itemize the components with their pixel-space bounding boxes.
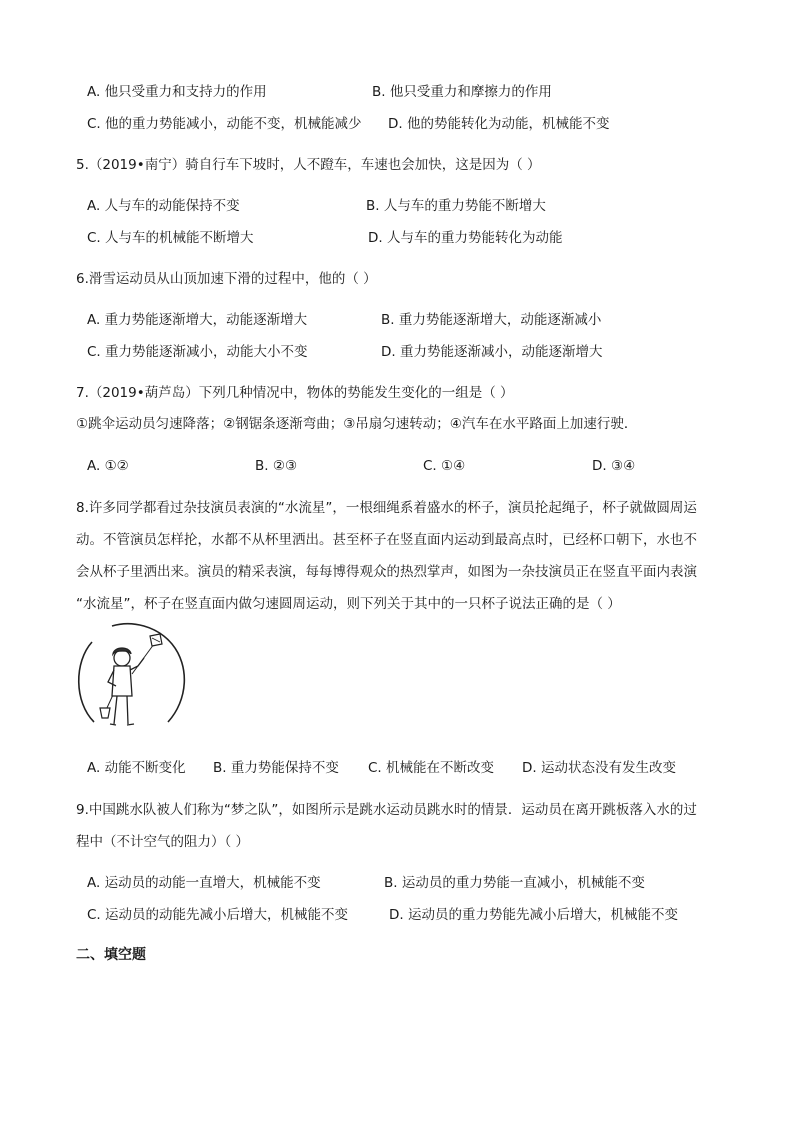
- acrobat-water-meteor-figure: [72, 622, 188, 734]
- q8-stem-line-4: “水流星”，杯子在竖直面内做匀速圆周运动，则下列关于其中的一只杯子说法正确的是（ ）: [76, 596, 621, 612]
- q5-stem: 5.（2019•南宁）骑自行车下坡时，人不蹬车，车速也会加快，这是因为（ ）: [76, 157, 541, 173]
- q4-option-b: B. 他只受重力和摩擦力的作用: [372, 84, 552, 100]
- q9-option-b: B. 运动员的重力势能一直减小，机械能不变: [384, 875, 645, 891]
- section-heading-fill-in: 二、填空题: [76, 947, 146, 963]
- performer-icon: [108, 648, 144, 725]
- q6-option-b: B. 重力势能逐渐增大，动能逐渐减小: [381, 312, 602, 328]
- q8-option-d: D. 运动状态没有发生改变: [522, 760, 676, 776]
- q9-stem-line-2: 程中（不计空气的阻力）（ ）: [76, 834, 250, 850]
- cup-top-icon: [150, 634, 162, 646]
- q6-option-a: A. 重力势能逐渐增大，动能逐渐增大: [87, 312, 308, 328]
- q7-stem: 7.（2019•葫芦岛）下列几种情况中，物体的势能发生变化的一组是（ ）: [76, 385, 514, 401]
- q8-option-b: B. 重力势能保持不变: [213, 760, 339, 776]
- q6-option-c: C. 重力势能逐渐减小，动能大小不变: [87, 344, 308, 360]
- q9-option-d: D. 运动员的重力势能先减小后增大，机械能不变: [389, 907, 678, 923]
- q7-items: ①跳伞运动员匀速降落；②钢锯条逐渐弯曲；③吊扇匀速转动；④汽车在水平路面上加速行驶．: [76, 416, 638, 432]
- q8-stem-line-3: 会从杯子里洒出来。演员的精采表演，每每博得观众的热烈掌声，如图为一杂技演员正在竖直平面内表演: [76, 564, 697, 580]
- q8-option-a: A. 动能不断变化: [87, 760, 186, 776]
- q7-option-a: A. ①②: [87, 458, 129, 474]
- q5-option-a: A. 人与车的动能保持不变: [87, 198, 240, 214]
- cup-bottom-icon: [100, 708, 110, 718]
- q8-stem-line-1: 8.许多同学都看过杂技演员表演的“水流星”，一根细绳系着盛水的杯子，演员抡起绳子，杯子就做圆周运: [76, 500, 697, 516]
- q9-option-c: C. 运动员的动能先减小后增大，机械能不变: [87, 907, 349, 923]
- q6-option-d: D. 重力势能逐渐减小，动能逐渐增大: [381, 344, 603, 360]
- q9-stem-line-1: 9.中国跳水队被人们称为“梦之队”，如图所示是跳水运动员跳水时的情景．运动员在离开跳板落入水的过: [76, 802, 697, 818]
- q5-option-d: D. 人与车的重力势能转化为动能: [368, 230, 563, 246]
- q9-option-a: A. 运动员的动能一直增大，机械能不变: [87, 875, 321, 891]
- q4-option-d: D. 他的势能转化为动能，机械能不变: [388, 116, 610, 132]
- q5-option-b: B. 人与车的重力势能不断增大: [366, 198, 546, 214]
- q6-stem: 6.滑雪运动员从山顶加速下滑的过程中，他的（ ）: [76, 271, 377, 287]
- q7-option-c: C. ①④: [423, 458, 466, 474]
- q8-option-c: C. 机械能在不断改变: [368, 760, 495, 776]
- trajectory-arc-left: [79, 642, 94, 722]
- q7-option-d: D. ③④: [592, 458, 636, 474]
- q7-option-b: B. ②③: [255, 458, 298, 474]
- q8-stem-line-2: 动。不管演员怎样抡，水都不从杯里洒出。甚至杯子在竖直面内运动到最高点时，已经杯口朝下，水也不: [76, 532, 697, 548]
- q5-option-c: C. 人与车的机械能不断增大: [87, 230, 254, 246]
- q4-option-a: A. 他只受重力和支持力的作用: [87, 84, 267, 100]
- q4-option-c: C. 他的重力势能减小，动能不变，机械能减少: [87, 116, 362, 132]
